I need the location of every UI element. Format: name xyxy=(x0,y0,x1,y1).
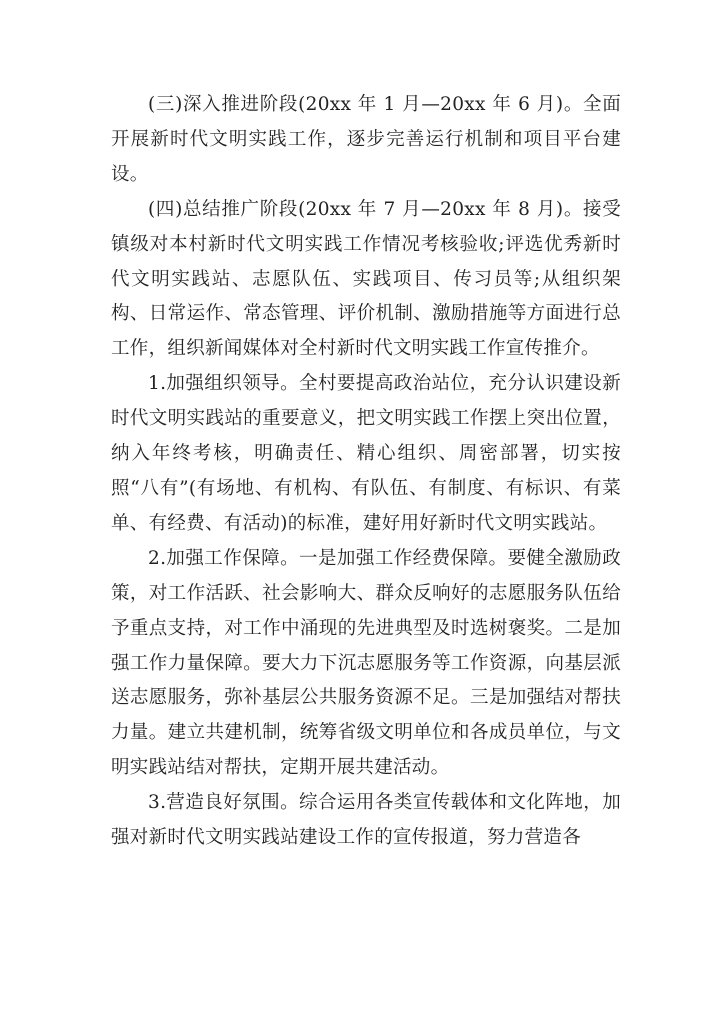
paragraph-work-guarantee: 2.加强工作保障。一是加强工作经费保障。要健全激励政策，对工作活跃、社会影响大、群众反响好的志愿服务队伍给予重点支持，对工作中涌现的先进典型及时选树褒奖。二是加强工作力量保障。要大力下沉志愿服务等工作资源，向基层派送志愿服务，弥补基层公共服务资源不足。三是加强结对帮扶力量。建立共建机制，统筹省级文明单位和各成员单位，与文明实践站结对帮扶，定期开展共建活动。 xyxy=(111,547,621,779)
paragraph-organization-leadership: 1.加强组织领导。全村要提高政治站位，充分认识建设新时代文明实践站的重要意义，把文明实践工作摆上突出位置，纳入年终考核，明确责任、精心组织、周密部署，切实按照“八有”(有场地、有机构、有队伍、有制度、有标识、有菜单、有经费、有活动)的标准，建好用好新时代文明实践站。 xyxy=(111,373,621,534)
paragraph-atmosphere: 3.营造良好氛围。综合运用各类宣传载体和文化阵地，加强对新时代文明实践站建设工作的宣传报道，努力营造各 xyxy=(111,792,621,849)
paragraph-stage-three: (三)深入推进阶段(20xx 年 1 月—20xx 年 6 月)。全面开展新时代文明实践工作，逐步完善运行机制和项目平台建设。 xyxy=(111,94,621,185)
document-body xyxy=(111,88,621,856)
paragraph-stage-four: (四)总结推广阶段(20xx 年 7 月—20xx 年 8 月)。接受镇级对本村新时代文明实践工作情况考核验收;评选优秀新时代文明实践站、志愿队伍、实践项目、传习员等;从组织架构、日常运作、常态管理、评价机制、激励措施等方面进行总工作，组织新闻媒体对全村新时代文明实践工作宣传推介。 xyxy=(111,198,621,360)
